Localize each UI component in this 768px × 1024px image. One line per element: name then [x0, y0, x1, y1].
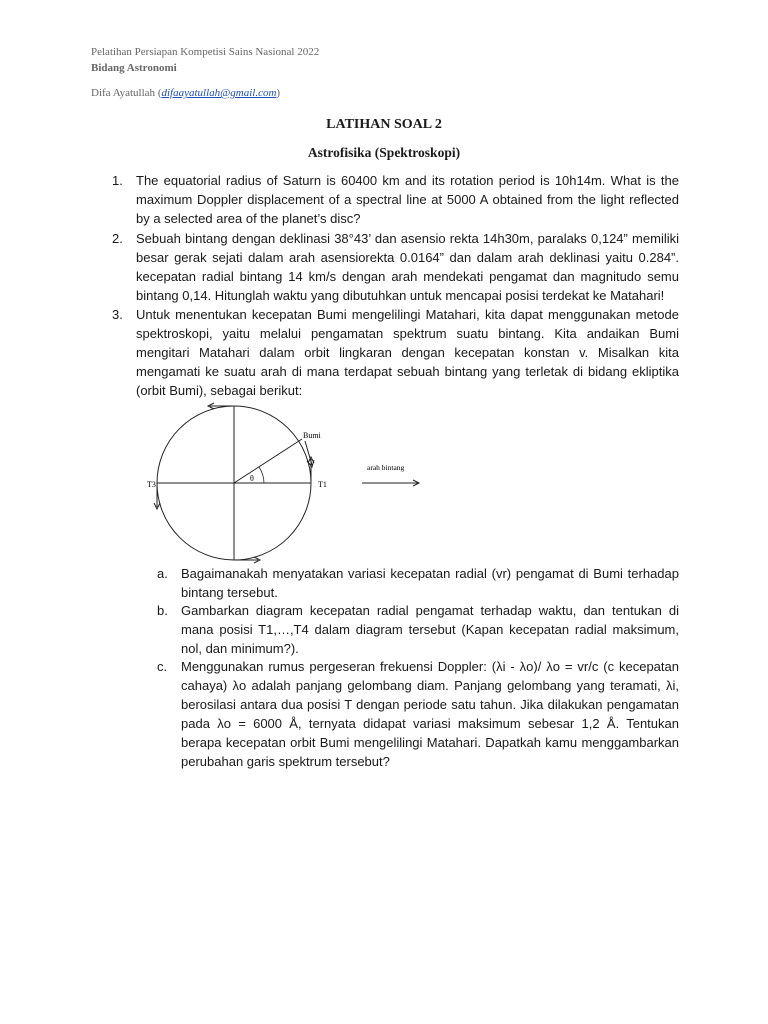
star-direction-arrow	[362, 480, 419, 486]
author-line: Difa Ayatullah (difaayatullah@gmail.com)	[91, 87, 281, 99]
bumi-label: Bumi	[303, 431, 321, 440]
subquestion-letter: b.	[157, 603, 168, 618]
earth-radius-line	[234, 439, 302, 483]
subquestion-c	[157, 657, 679, 771]
t3-label: T3	[147, 480, 156, 489]
question-number: 2.	[112, 231, 123, 246]
arah-bintang-label: arah bintang	[367, 463, 405, 472]
bottom-arrow	[236, 557, 260, 563]
subquestion-letter: c.	[157, 659, 168, 674]
header-course: Pelatihan Persiapan Kompetisi Sains Nasional 2022	[91, 46, 320, 58]
document-header	[91, 44, 319, 76]
question-1	[112, 171, 679, 228]
earth-velocity-arrow	[305, 441, 314, 467]
t1-label: T1	[318, 480, 327, 489]
page-subtitle: Astrofisika (Spektroskopi)	[307, 145, 461, 160]
subquestion-b	[157, 601, 679, 658]
page-title: LATIHAN SOAL 2	[326, 117, 442, 132]
question-3-text: Untuk menentukan kecepatan Bumi mengelilingi Matahari, kita dapat menggunakan metode spektroskopi, yaitu melalui pengamatan spektrum suatu bintang. Kita andaikan Bumi mengitari Matahari dalam orbit lingkaran dengan kecepatan konstan v. Misalkan kita mengamati ke suatu arah di mana terdapat sebuah bintang yang terletak di bidang ekliptika (orbit Bumi), sebagai berikut:	[136, 307, 679, 398]
question-number: 1.	[112, 173, 123, 188]
subquestion-a	[157, 564, 679, 602]
subquestion-a-text: Bagaimanakah menyatakan variasi kecepatan radial (vr) pengamat di Bumi terhadap bintang tersebut.	[181, 566, 679, 600]
question-2-text: Sebuah bintang dengan deklinasi 38°43’ dan asensio rekta 14h30m, paralaks 0,124” memiliki besar gerak sejati dalam arah asensiorekta 0.0164” dan dalam arah deklinasi yaitu 0.284”. kecepatan radial bintang 14 km/s dengan arah mendekati pengamat dan magnitudo semu bintang 0,14. Hitunglah waktu yang dibutuhkan untuk mencapai posisi terdekat ke Matahari!	[136, 231, 679, 303]
orbit-diagram	[140, 395, 450, 565]
question-2	[112, 229, 679, 305]
question-number: 3.	[112, 307, 123, 322]
header-field: Bidang Astronomi	[91, 62, 177, 74]
subquestion-letter: a.	[157, 566, 168, 581]
question-3	[112, 305, 679, 400]
subquestion-c-text: Menggunakan rumus pergeseran frekuensi Doppler: (λi - λo)/ λo = vr/c (c kecepatan cahaya) λo adalah panjang gelombang diam. Panjang gelombang yang teramati, λi, berosilasi antara dua posisi T dengan periode satu tahun. Jika dilakukan pengamatan pada λo = 6000 Å, ternyata didapat variasi maksimum sebesar 1,2 Å. Tentukan berapa kecepatan orbit Bumi mengelilingi Matahari. Dapatkah kamu menggambarkan perubahan garis spektrum tersebut?	[181, 659, 679, 769]
subquestion-b-text: Gambarkan diagram kecepatan radial pengamat terhadap waktu, dan tentukan di mana posisi T1,…,T4 dalam diagram tersebut (Kapan kecepatan radial maksimum, nol, dan minimum?).	[181, 603, 679, 656]
question-1-text: The equatorial radius of Saturn is 60400 km and its rotation period is 10h14m. What is the maximum Doppler displacement of a spectral line at 5000 A obtained from the light reflected by a selected area of the planet’s disc?	[136, 173, 679, 226]
author-name: Difa Ayatullah	[91, 87, 156, 99]
top-arrow	[208, 403, 232, 409]
theta-label: θ	[250, 474, 254, 483]
theta-arc	[259, 467, 264, 483]
author-email-link[interactable]: difaayatullah@gmail.com	[161, 87, 277, 99]
